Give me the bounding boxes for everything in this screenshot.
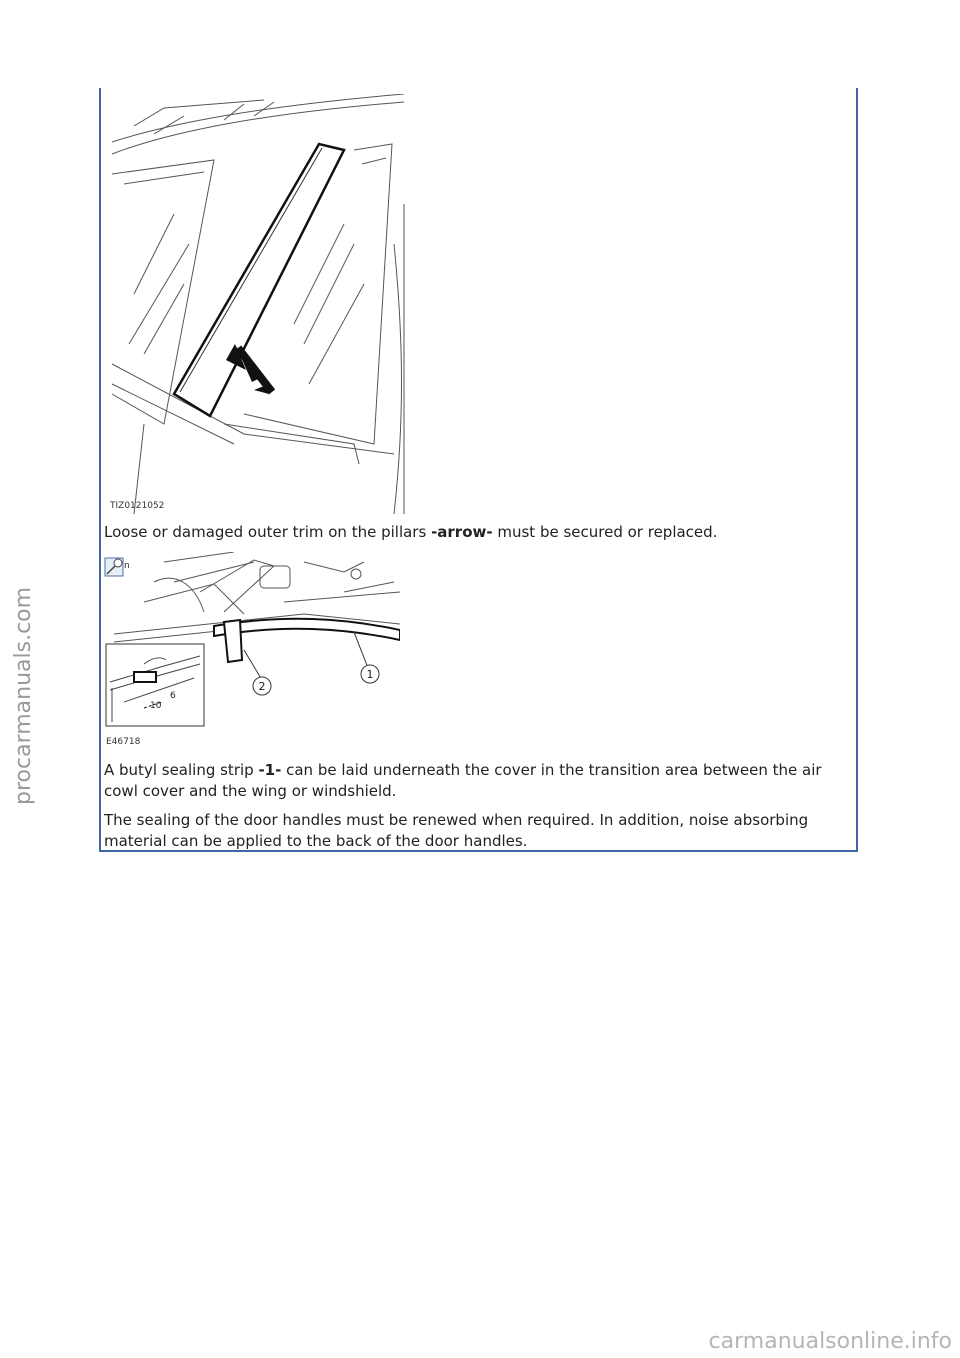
svg-text:n: n [124, 561, 130, 571]
callout-1: 1 [366, 668, 374, 681]
pillar-trim-illustration [104, 94, 408, 514]
dim-10: 10 [150, 701, 162, 711]
footer-watermark: carmanualsonline.info [708, 1329, 952, 1354]
paragraph-butyl-strip: A butyl sealing strip -1- can be laid underneath the cover in the transition area between the air cowl cover and the wing or windshield. [104, 761, 822, 800]
page-number-faint [410, 1302, 413, 1312]
butyl-strip-illustration [104, 552, 400, 748]
dim-6: 6 [170, 691, 176, 701]
side-watermark: procarmanuals.com [11, 586, 36, 805]
paragraph-door-handles: The sealing of the door handles must be renewed when required. In addition, noise absorbing material can be applied to the back of the door handles. [104, 811, 809, 850]
callout-2: 2 [258, 680, 266, 693]
zoom-icon[interactable] [105, 558, 130, 576]
figure1-code: TIZ0121052 [110, 501, 165, 511]
paragraph-pillar-trim: Loose or damaged outer trim on the pillars -arrow- must be secured or replaced. [104, 523, 718, 541]
figure2-code: E46718 [106, 737, 141, 747]
